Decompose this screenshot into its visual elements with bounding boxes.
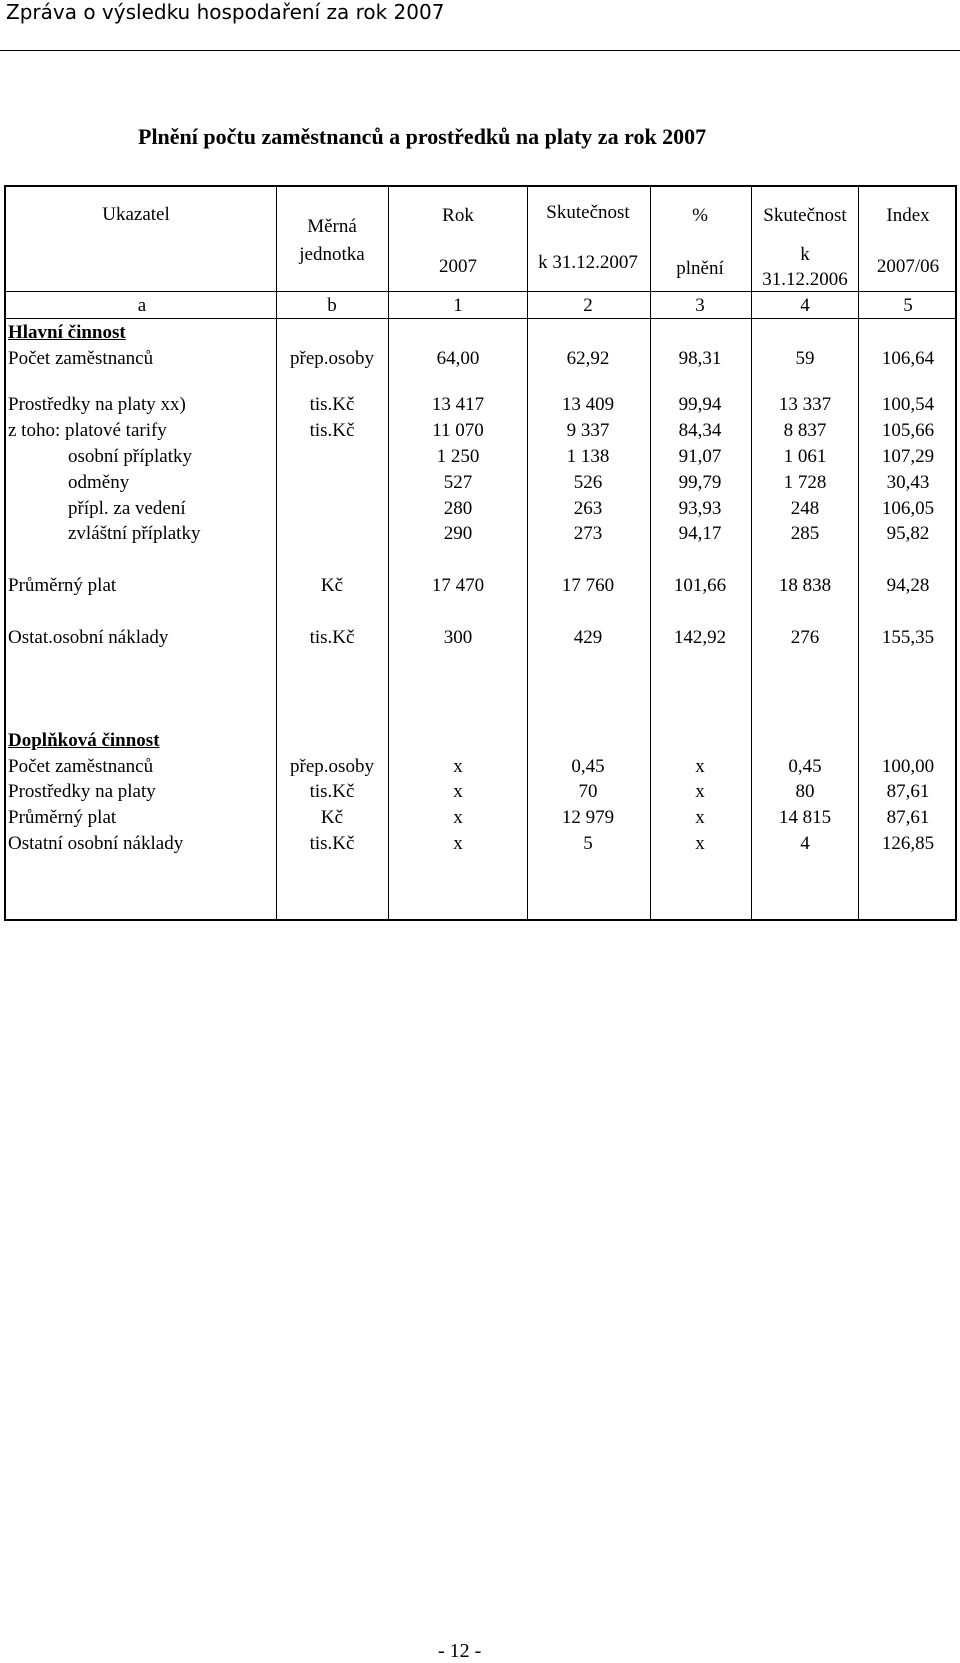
- main-row-9-rok: 300: [443, 627, 473, 648]
- col-divider: [388, 187, 389, 919]
- main-row-6-skut06: 248: [790, 498, 820, 519]
- main-row-6-index: 106,05: [881, 498, 935, 519]
- supp-row-1-unit: přep.osoby: [290, 756, 374, 777]
- header-index-1: Index: [886, 205, 930, 226]
- main-row-2-pct: 99,94: [678, 394, 722, 415]
- main-row-2-label: Prostředky na platy xx): [8, 394, 186, 415]
- header-skut06-1: Skutečnost: [763, 205, 847, 226]
- report-table: [4, 185, 957, 921]
- supp-row-4-index: 126,85: [881, 833, 935, 854]
- main-row-5-pct: 99,79: [678, 472, 722, 493]
- col-divider: [276, 187, 277, 919]
- header-skut06-3: 31.12.2006: [762, 269, 848, 290]
- main-row-7-rok: 290: [443, 523, 473, 544]
- supp-row-2-unit: tis.Kč: [309, 781, 355, 802]
- code-a: a: [137, 295, 147, 316]
- main-row-8-unit: Kč: [320, 575, 344, 596]
- header-skut-2: k 31.12.2007: [538, 252, 638, 273]
- supp-row-1-rok: x: [453, 756, 463, 777]
- supp-row-1-label: Počet zaměstnanců: [8, 756, 154, 777]
- main-row-3-label: z toho: platové tarify: [8, 420, 167, 441]
- supp-row-3-rok: x: [453, 807, 463, 828]
- supp-row-1-pct: x: [695, 756, 705, 777]
- main-row-4-rok: 1 250: [436, 446, 480, 467]
- main-row-3-unit: tis.Kč: [309, 420, 355, 441]
- main-row-3-skut: 9 337: [566, 420, 610, 441]
- code-3: 3: [695, 295, 705, 316]
- main-row-5-index: 30,43: [886, 472, 930, 493]
- main-row-9-label: Ostat.osobní náklady: [8, 627, 169, 648]
- supp-row-2-rok: x: [453, 781, 463, 802]
- main-row-1-label: Počet zaměstnanců: [8, 348, 154, 369]
- supp-row-1-skut06: 0,45: [788, 756, 822, 777]
- main-row-5-skut: 526: [573, 472, 603, 493]
- section-supp-label: Doplňková činnost: [8, 730, 160, 751]
- main-row-1-skut: 62,92: [566, 348, 610, 369]
- main-row-5-label: odměny: [68, 472, 130, 493]
- header-rok-2: 2007: [439, 256, 477, 277]
- section-main-label: Hlavní činnost: [8, 322, 126, 343]
- header-index-2: 2007/06: [876, 256, 940, 277]
- main-row-9-index: 155,35: [881, 627, 935, 648]
- main-row-9-skut06: 276: [790, 627, 820, 648]
- main-row-8-skut: 17 760: [561, 575, 615, 596]
- main-row-8-index: 94,28: [886, 575, 930, 596]
- code-2: 2: [583, 295, 593, 316]
- main-row-6-rok: 280: [443, 498, 473, 519]
- row-divider: [6, 291, 955, 292]
- supp-row-3-skut: 12 979: [561, 807, 615, 828]
- supp-row-3-index: 87,61: [886, 807, 930, 828]
- table-title: Plnění počtu zaměstnanců a prostředků na platy za rok 2007: [138, 124, 707, 149]
- main-row-5-skut06: 1 728: [783, 472, 827, 493]
- main-row-8-rok: 17 470: [431, 575, 485, 596]
- supp-row-1-skut: 0,45: [571, 756, 605, 777]
- supp-row-3-pct: x: [695, 807, 705, 828]
- supp-row-3-unit: Kč: [320, 807, 344, 828]
- main-row-1-rok: 64,00: [436, 348, 480, 369]
- supp-row-4-skut: 5: [583, 833, 593, 854]
- main-row-4-label: osobní příplatky: [68, 446, 193, 467]
- header-pct-2: plnění: [676, 258, 724, 279]
- main-row-2-skut06: 13 337: [778, 394, 832, 415]
- header-ukazatel: Ukazatel: [102, 204, 170, 225]
- supp-row-4-unit: tis.Kč: [309, 833, 355, 854]
- header-skut-1: Skutečnost: [546, 202, 630, 223]
- main-row-2-skut: 13 409: [561, 394, 615, 415]
- main-row-9-unit: tis.Kč: [309, 627, 355, 648]
- supp-row-3-label: Průměrný plat: [8, 807, 117, 828]
- col-divider: [751, 187, 752, 919]
- main-row-8-label: Průměrný plat: [8, 575, 117, 596]
- supp-row-4-label: Ostatní osobní náklady: [8, 833, 184, 854]
- main-row-7-pct: 94,17: [678, 523, 722, 544]
- supp-row-1-index: 100,00: [881, 756, 935, 777]
- code-5: 5: [903, 295, 913, 316]
- main-row-9-pct: 142,92: [673, 627, 727, 648]
- supp-row-3-skut06: 14 815: [778, 807, 832, 828]
- page-number: - 12 -: [438, 1640, 482, 1662]
- main-row-2-rok: 13 417: [431, 394, 485, 415]
- header-unit-2: jednotka: [299, 244, 365, 265]
- col-divider: [858, 187, 859, 919]
- supp-row-2-label: Prostředky na platy: [8, 781, 156, 802]
- main-row-8-pct: 101,66: [673, 575, 727, 596]
- main-row-2-index: 100,54: [881, 394, 935, 415]
- main-row-4-index: 107,29: [881, 446, 935, 467]
- main-row-7-skut06: 285: [790, 523, 820, 544]
- document-header: [0, 0, 960, 24]
- main-row-3-pct: 84,34: [678, 420, 722, 441]
- supp-row-2-skut: 70: [578, 781, 598, 802]
- supp-row-2-skut06: 80: [795, 781, 815, 802]
- header-divider: [0, 50, 960, 51]
- main-row-6-label: přípl. za vedení: [68, 498, 186, 519]
- main-row-4-skut06: 1 061: [783, 446, 827, 467]
- main-row-3-rok: 11 070: [432, 420, 484, 441]
- main-row-8-skut06: 18 838: [778, 575, 832, 596]
- row-divider: [6, 318, 955, 319]
- supp-row-4-rok: x: [453, 833, 463, 854]
- code-1: 1: [453, 295, 463, 316]
- header-rok-1: Rok: [442, 205, 474, 226]
- main-row-1-index: 106,64: [881, 348, 935, 369]
- main-row-1-unit: přep.osoby: [290, 348, 374, 369]
- main-row-3-skut06: 8 837: [783, 420, 827, 441]
- main-row-6-skut: 263: [573, 498, 603, 519]
- supp-row-4-pct: x: [695, 833, 705, 854]
- main-row-9-skut: 429: [573, 627, 603, 648]
- supp-row-2-pct: x: [695, 781, 705, 802]
- code-b: b: [327, 295, 337, 316]
- header-unit-1: Měrná: [307, 216, 357, 237]
- main-row-7-index: 95,82: [886, 523, 930, 544]
- main-row-7-skut: 273: [573, 523, 603, 544]
- main-row-5-rok: 527: [443, 472, 473, 493]
- document-header-title: Zpráva o výsledku hospodaření za rok 2007: [6, 0, 445, 24]
- main-row-3-index: 105,66: [881, 420, 935, 441]
- col-divider: [527, 187, 528, 919]
- code-4: 4: [800, 295, 810, 316]
- main-row-6-pct: 93,93: [678, 498, 722, 519]
- supp-row-2-index: 87,61: [886, 781, 930, 802]
- main-row-1-skut06: 59: [795, 348, 815, 369]
- main-row-4-skut: 1 138: [566, 446, 610, 467]
- main-row-7-label: zvláštní příplatky: [68, 523, 201, 544]
- header-skut06-2: k: [800, 244, 810, 265]
- header-pct-1: %: [692, 205, 708, 226]
- main-row-4-pct: 91,07: [678, 446, 722, 467]
- supp-row-4-skut06: 4: [800, 833, 810, 854]
- col-divider: [650, 187, 651, 919]
- main-row-1-pct: 98,31: [678, 348, 722, 369]
- main-row-2-unit: tis.Kč: [309, 394, 355, 415]
